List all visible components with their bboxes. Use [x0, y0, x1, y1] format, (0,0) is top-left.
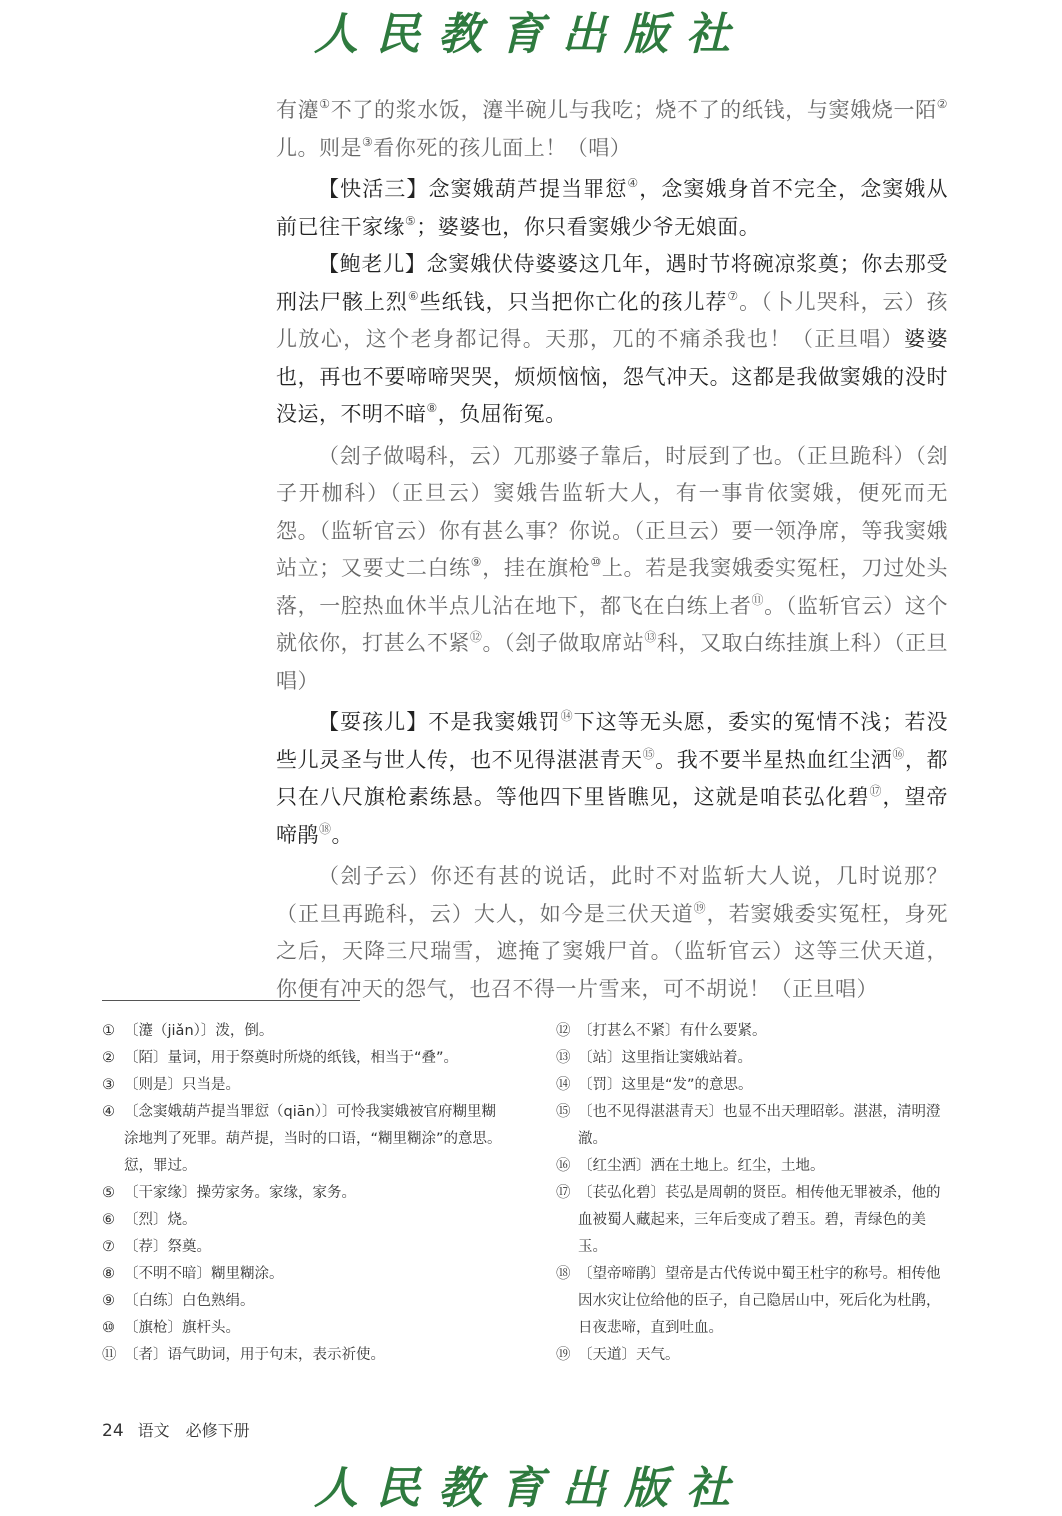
footnote-number: ⑤ — [102, 1185, 115, 1201]
text-run: ，望帝啼鹃 — [276, 785, 948, 847]
footnote-number: ① — [102, 1023, 115, 1039]
paragraph-1 — [276, 92, 948, 167]
text-run: 婆婆也，再也不要啼啼哭哭，烦烦恼恼，怨气冲天。这都是我做窦娥的没时没运，不明不暗 — [276, 327, 949, 426]
text-run: 下这等无头愿，委实的冤情不浅；若没些儿灵圣与世人传，也不见得湛湛青天 — [276, 710, 949, 772]
footnote-item — [556, 1018, 948, 1045]
note-ref: ① — [319, 97, 331, 111]
note-ref: ② — [936, 97, 949, 111]
footnotes-right-column — [556, 1018, 948, 1369]
text-run: 【快活三】念窦娥葫芦提当罪愆 — [318, 177, 628, 201]
text-run: 。 — [331, 822, 354, 847]
footnote-text: 〔站〕这里指让窦娥站着。 — [578, 1050, 752, 1066]
paragraph-2-song-kuaihuosan — [276, 171, 948, 246]
note-ref: ⑨ — [470, 555, 483, 569]
footnote-text: 〔者〕语气助词，用于句末，表示祈使。 — [124, 1347, 385, 1363]
text-run: 。（监斩官云）这个就依你，打甚么不紧 — [276, 593, 949, 655]
paragraph-4-stage — [276, 438, 948, 701]
footnote-item — [102, 1342, 502, 1369]
footnote-text: 〔不明不暗〕糊里糊涂。 — [124, 1266, 284, 1282]
footnote-item — [556, 1045, 948, 1072]
footnote-number: ⑮ — [556, 1104, 571, 1120]
footnote-item — [102, 1018, 502, 1045]
footnote-item — [556, 1072, 948, 1099]
footnote-item — [556, 1153, 948, 1180]
text-run: ，都只在八尺旗枪素练悬。等他四下里皆瞧见，这就是咱苌弘化碧 — [276, 747, 949, 809]
footnote-number: ⑯ — [556, 1158, 571, 1174]
footnote-text: 〔念窦娥葫芦提当罪愆（qiān）〕可怜我窦娥被官府糊里糊涂地判了死罪。葫芦提，当时的口语，“糊里糊涂”的意思。愆，罪过。 — [124, 1104, 502, 1174]
text-run: 【鲍老儿】念窦娥伏侍婆婆这几年，遇时节将碗凉浆奠；你去那受刑法尸骸上烈 — [276, 252, 948, 314]
book-title: 语文 必修下册 — [137, 1421, 250, 1440]
footnote-text: 〔瀽（jiǎn）〕泼，倒。 — [124, 1023, 274, 1039]
footnote-item — [556, 1342, 948, 1369]
text-run: （刽子云）你还有甚的说话，此时不对监斩大人说，几时说那？（正旦再跪科，云）大人，如今是三伏天道 — [276, 864, 948, 926]
page-number: 24 — [102, 1421, 124, 1441]
footnote-number: ⑬ — [556, 1050, 571, 1066]
note-ref: ⑰ — [869, 784, 883, 798]
footnote-text: 〔则是〕只当是。 — [124, 1077, 240, 1093]
footnote-item — [556, 1099, 948, 1153]
footnote-text: 〔烈〕烧。 — [124, 1212, 197, 1228]
footnote-number: ② — [102, 1050, 115, 1066]
footnote-item — [102, 1099, 502, 1180]
footnote-number: ⑰ — [556, 1185, 571, 1201]
footnote-item — [556, 1180, 948, 1261]
text-run: 不了的浆水饭，瀽半碗儿与我吃；烧不了的纸钱，与窦娥烧一陌 — [330, 98, 937, 122]
page-folio — [102, 1418, 250, 1441]
note-ref: ④ — [627, 176, 640, 190]
text-run: 上。若是我窦娥委实冤枉，刀过处头落，一腔热血休半点儿沾在地下，都飞在白练上者 — [276, 556, 949, 618]
footnote-item — [102, 1315, 502, 1342]
footnote-item — [102, 1045, 502, 1072]
footnote-divider — [102, 1000, 360, 1001]
footnote-number: ④ — [102, 1104, 115, 1120]
footnote-text: 〔望帝啼鹃〕望帝是古代传说中蜀王杜宇的称号。相传他因水灾让位给他的臣子，自己隐居山中，死后化为杜鹃，日夜悲啼，直到吐血。 — [578, 1266, 941, 1336]
footnote-text: 〔干家缘〕操劳家务。家缘，家务。 — [124, 1185, 356, 1201]
footnote-number: ⑩ — [102, 1320, 115, 1336]
text-run: 科，又取白练挂旗上科）（正旦唱） — [276, 631, 948, 693]
main-text — [276, 92, 948, 1008]
note-ref: ⑫ — [469, 630, 483, 644]
footnote-text: 〔罚〕这里是“发”的意思。 — [578, 1077, 753, 1093]
footnote-item — [102, 1207, 502, 1234]
text-run: 有瀽 — [276, 98, 320, 122]
footnote-number: ⑫ — [556, 1023, 571, 1039]
note-ref: ⑲ — [693, 900, 707, 915]
note-ref: ⑯ — [892, 746, 905, 761]
note-ref: ⑪ — [751, 592, 765, 607]
footnote-number: ⑨ — [102, 1293, 115, 1309]
footnote-text: 〔陌〕量词，用于祭奠时所烧的纸钱，相当于“叠”。 — [124, 1050, 459, 1066]
footnote-number: ⑱ — [556, 1266, 571, 1282]
footnote-number: ⑭ — [556, 1077, 571, 1093]
note-ref: ⑭ — [560, 709, 574, 723]
footnote-item — [102, 1234, 502, 1261]
footnote-text: 〔荐〕祭奠。 — [124, 1239, 211, 1255]
text-run: 。我不要半星热血红尘洒 — [655, 747, 893, 772]
footnote-number: ⑥ — [102, 1212, 115, 1228]
paragraph-5-song-shuahaier — [276, 704, 948, 854]
footnote-number: ⑪ — [102, 1347, 117, 1363]
footnote-number: ⑦ — [102, 1239, 115, 1255]
text-run: ，若窦娥委实冤枉，身死之后，天降三尺瑞雪，遮掩了窦娥尸首。（监斩官云）这等三伏天道，你便有冲天的怨气，也召不得一片雪来，可不胡说！（正旦唱） — [276, 901, 948, 1001]
text-run: ，念窦娥身首不完全，念窦娥从前已往干家缘 — [276, 177, 949, 239]
note-ref: ⑬ — [644, 630, 657, 644]
text-run: 些纸钱，只当把你亡化的孩儿荐 — [419, 289, 728, 314]
footnote-item — [102, 1072, 502, 1099]
note-ref: ⑧ — [426, 401, 438, 415]
note-ref: ⑦ — [727, 288, 740, 303]
paragraph-3-song-baolaoer — [276, 246, 948, 434]
footnote-text: 〔也不见得湛湛青天〕也显不出天理昭彰。湛湛，清明澄澈。 — [578, 1104, 941, 1147]
footnote-item — [556, 1261, 948, 1342]
footnote-text: 〔白练〕白色熟绢。 — [124, 1293, 255, 1309]
footnote-item — [102, 1261, 502, 1288]
note-ref: ⑩ — [590, 555, 602, 569]
text-run: 【耍孩儿】不是我窦娥罚 — [318, 710, 561, 734]
text-run: 。（卜儿哭科，云）孩儿放心，这个老身都记得。天那，兀的不痛杀我也！（正旦唱） — [276, 289, 949, 351]
text-run: ，挂在旗枪 — [482, 556, 591, 580]
note-ref: ③ — [362, 134, 374, 149]
text-run: （刽子做喝科，云）兀那婆子靠后，时辰到了也。（正旦跪科）（刽子开枷科）（正旦云）窦娥告监斩大人，有一事肯依窦娥，便死而无怨。（监斩官云）你有甚么事？你说。（正旦云）要一领净席，等我窦娥站立；又要丈二白练 — [276, 443, 948, 580]
note-ref: ⑮ — [642, 746, 656, 761]
note-ref: ⑥ — [407, 288, 420, 303]
footnote-text: 〔天道〕天气。 — [578, 1347, 680, 1363]
text-run: ，负屈衔冤。 — [437, 402, 567, 426]
text-run: 。（刽子做取席站 — [482, 631, 645, 655]
text-run: ；婆婆也，你只看窦娥少爷无娘面。 — [416, 214, 761, 239]
publisher-logo-top: 人民教育出版社 — [314, 9, 748, 60]
footnote-item — [102, 1288, 502, 1315]
footnote-number: ⑲ — [556, 1347, 571, 1363]
footnote-number: ③ — [102, 1077, 115, 1093]
footnote-text: 〔苌弘化碧〕苌弘是周朝的贤臣。相传他无罪被杀，他的血被蜀人藏起来，三年后变成了碧玉。碧，青绿色的美玉。 — [578, 1185, 941, 1255]
note-ref: ⑤ — [405, 213, 417, 228]
footnote-text: 〔旗枪〕旗杆头。 — [124, 1320, 240, 1336]
footnotes-left-column — [102, 1018, 502, 1369]
footnote-number: ⑧ — [102, 1266, 115, 1282]
note-ref: ⑱ — [319, 821, 332, 836]
text-run: 看你死的孩儿面上！（唱） — [373, 135, 632, 160]
publisher-logo-bottom: 人民教育出版社 — [314, 1463, 748, 1514]
text-run: 儿。则是 — [276, 135, 362, 160]
footnote-text: 〔打甚么不紧〕有什么要紧。 — [578, 1023, 767, 1039]
paragraph-6-stage — [276, 858, 948, 1008]
footnote-text: 〔红尘洒〕洒在土地上。红尘，土地。 — [578, 1158, 825, 1174]
footnote-item — [102, 1180, 502, 1207]
